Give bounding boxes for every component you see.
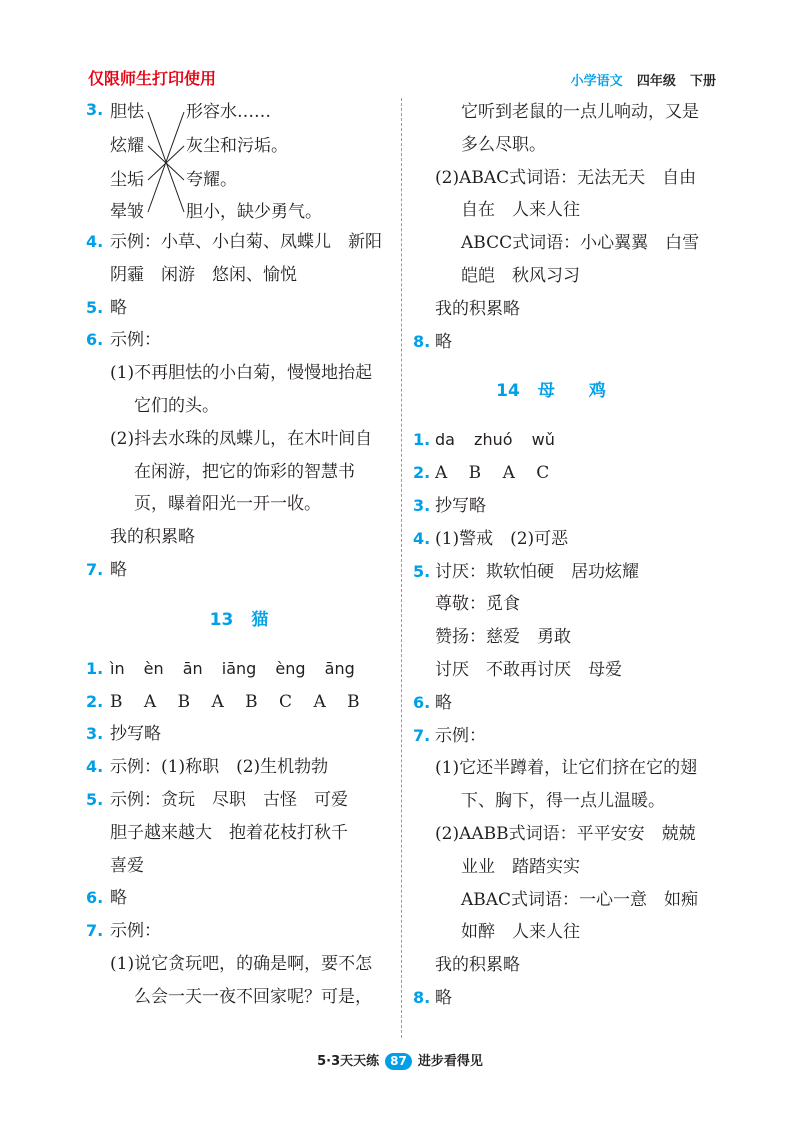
question-number: 2. (413, 463, 431, 483)
answer-line (413, 326, 723, 359)
answer-line (413, 227, 723, 260)
answer-text: 抄写略 (435, 495, 486, 516)
answer-line (86, 718, 392, 751)
answer-text: 略 (110, 297, 127, 318)
answer-line (413, 654, 723, 687)
answer-line (413, 621, 723, 654)
match-left-word: 晕皱 (110, 202, 144, 222)
answer-line (413, 490, 723, 523)
answer-line (86, 423, 392, 456)
answer-line (86, 226, 392, 259)
answer-text: A B A C (435, 463, 551, 484)
question-number: 5. (86, 789, 104, 809)
answer-line (86, 324, 392, 357)
answer-text: 多么尽职。 (461, 134, 546, 155)
question-number: 4. (86, 232, 104, 251)
brand-name: 5·3天天练 (317, 1054, 380, 1069)
answer-text: 我的积累略 (435, 955, 520, 976)
section-title (86, 587, 392, 653)
section-name: 猫 (251, 609, 269, 630)
answer-text: 自在 人来人往 (461, 200, 580, 221)
answer-line (413, 720, 723, 753)
answer-line (413, 851, 723, 884)
answer-line (86, 751, 392, 784)
answer-line (86, 981, 392, 1014)
answer-text: 下、胸下，得一点儿温暖。 (461, 791, 665, 812)
question-number: 6. (86, 330, 104, 350)
answer-line (413, 260, 723, 293)
answer-line (413, 457, 723, 490)
answer-line (413, 293, 723, 326)
answer-line (86, 488, 392, 521)
page-number: 87 (385, 1053, 412, 1070)
match-right-word: 夸耀。 (186, 170, 237, 190)
page-footer (0, 1050, 800, 1070)
answer-text: ABAC式词语：一心一意 如痴 (461, 889, 699, 910)
answer-line (413, 818, 723, 851)
question-number: 6. (413, 692, 431, 712)
answer-text: ìn èn ān iāng èng āng (110, 658, 355, 678)
answer-line (413, 588, 723, 621)
match-right-word: 灰尘和污垢。 (186, 136, 288, 156)
answer-line (413, 916, 723, 949)
answer-text: 略 (110, 888, 127, 909)
answer-text: da zhuó wǔ (435, 430, 555, 450)
match-left-word: 尘垢 (110, 170, 144, 190)
volume-label: 下册 (689, 74, 716, 89)
column-divider (401, 98, 402, 1038)
section-title (413, 358, 723, 424)
answer-line (86, 882, 392, 915)
match-right-word: 胆小，缺少勇气。 (186, 202, 322, 222)
answer-text: ABCC式词语：小心翼翼 白雪 (461, 233, 700, 254)
question-number: 7. (86, 559, 104, 579)
answer-text: (1)警戒 (2)可恶 (435, 528, 569, 549)
answer-text: 我的积累略 (110, 527, 195, 548)
question-number: 8. (413, 987, 431, 1007)
slogan: 进步看得见 (417, 1054, 483, 1069)
answer-text: 阴霾 闲游 悠闲、愉悦 (110, 264, 297, 285)
section-number: 14 (496, 381, 520, 402)
answer-text: 示例：(1)称职 (2)生机勃勃 (110, 757, 329, 778)
question-number: 2. (86, 691, 104, 711)
answer-text: 它们的头。 (134, 395, 219, 416)
answer-line (413, 194, 723, 227)
matching-answer (86, 96, 392, 226)
answer-text: (1)不再胆怯的小白菊，慢慢地抬起 (110, 363, 373, 384)
question-number: 3. (86, 724, 104, 744)
answer-line (86, 292, 392, 325)
answer-text: 示例：小草、小白菊、凤蝶儿 新阳 (110, 232, 382, 252)
answer-line (86, 357, 392, 390)
match-right-word: 形容水…… (186, 102, 271, 122)
question-number: 7. (413, 725, 431, 745)
answer-line (86, 784, 392, 817)
answer-text: (2)ABAC式词语：无法无天 自由 (435, 167, 697, 188)
grade-label: 四年级 (636, 74, 676, 89)
answer-line (86, 456, 392, 489)
answer-text: 页，曝着阳光一开一收。 (134, 494, 321, 515)
print-notice: 仅限师生打印使用 (88, 69, 217, 88)
header-info (571, 70, 716, 89)
question-number: 3. (413, 495, 431, 515)
answer-text: (1)说它贪玩吧，的确是啊，要不怎 (110, 953, 373, 974)
section-name: 母鸡 (537, 381, 640, 402)
question-number: 1. (413, 430, 431, 450)
left-column (86, 96, 392, 1014)
answer-line (413, 982, 723, 1015)
matching-lines (86, 96, 206, 226)
answer-text: 示例：贪玩 尽职 古怪 可爱 (110, 789, 348, 810)
answer-line (413, 752, 723, 785)
answer-text: B A B A B C A B (110, 691, 361, 712)
answer-line (86, 390, 392, 423)
answer-text: 略 (435, 987, 452, 1008)
answer-text: (1)它还半蹲着，让它们挤在它的翅 (435, 758, 698, 779)
question-number: 1. (86, 658, 104, 678)
answer-text: 在闲游，把它的饰彩的智慧书 (134, 461, 355, 482)
section-number: 13 (209, 609, 234, 630)
answer-line (413, 523, 723, 556)
match-left-word: 炫耀 (110, 136, 144, 156)
answer-text: 赞扬：慈爱 勇敢 (435, 627, 571, 648)
answer-text: 我的积累略 (435, 298, 520, 319)
answer-text: 么会一天一夜不回家呢？可是， (134, 986, 372, 1007)
answer-line (86, 850, 392, 883)
answer-line (413, 96, 723, 129)
answer-text: 业业 踏踏实实 (461, 856, 580, 877)
answer-text: 示例： (110, 921, 161, 942)
right-column (413, 96, 723, 1015)
answer-line (413, 949, 723, 982)
answer-line (86, 554, 392, 587)
answer-line (86, 686, 392, 719)
question-number: 4. (413, 528, 431, 548)
answer-text: 它听到老鼠的一点儿响动，又是 (461, 102, 699, 122)
answer-line (413, 162, 723, 195)
answer-text: 讨厌 不敢再讨厌 母爱 (435, 659, 622, 680)
question-number: 8. (413, 331, 431, 351)
answer-text: 抄写略 (110, 724, 161, 745)
answer-text: 尊敬：觅食 (435, 594, 520, 615)
answer-text: 如醉 人来人往 (461, 922, 580, 943)
answer-line (86, 653, 392, 686)
answer-text: 略 (110, 559, 127, 580)
question-number: 5. (413, 561, 431, 581)
answer-line (86, 817, 392, 850)
answer-line (86, 521, 392, 554)
answer-text: (2)抖去水珠的凤蝶儿，在木叶间自 (110, 428, 373, 449)
match-left-word: 胆怯 (110, 102, 144, 122)
answer-text: 皑皑 秋风习习 (461, 265, 580, 286)
answer-line (413, 785, 723, 818)
answer-line (86, 915, 392, 948)
answer-text: (2)AABB式词语：平平安安 兢兢 (435, 823, 696, 844)
answer-text: 略 (435, 692, 452, 713)
answer-line (413, 129, 723, 162)
answer-text: 略 (435, 331, 452, 352)
answer-line (413, 424, 723, 457)
answer-line (413, 556, 723, 589)
question-number: 4. (86, 757, 104, 777)
answer-text: 胆子越来越大 抱着花枝打秋千 (110, 822, 348, 843)
answer-line (413, 687, 723, 720)
answer-text: 喜爱 (110, 855, 144, 876)
answer-line (86, 259, 392, 292)
answer-text: 示例： (435, 725, 486, 746)
answer-line (86, 948, 392, 981)
subject-label: 小学语文 (570, 74, 623, 89)
question-number: 6. (86, 888, 104, 908)
question-number: 5. (86, 297, 104, 317)
question-number: 3. (86, 100, 104, 119)
answer-text: 讨厌：欺软怕硬 居功炫耀 (435, 561, 639, 582)
question-number: 7. (86, 921, 104, 941)
answer-text: 示例： (110, 330, 161, 351)
answer-line (413, 884, 723, 917)
